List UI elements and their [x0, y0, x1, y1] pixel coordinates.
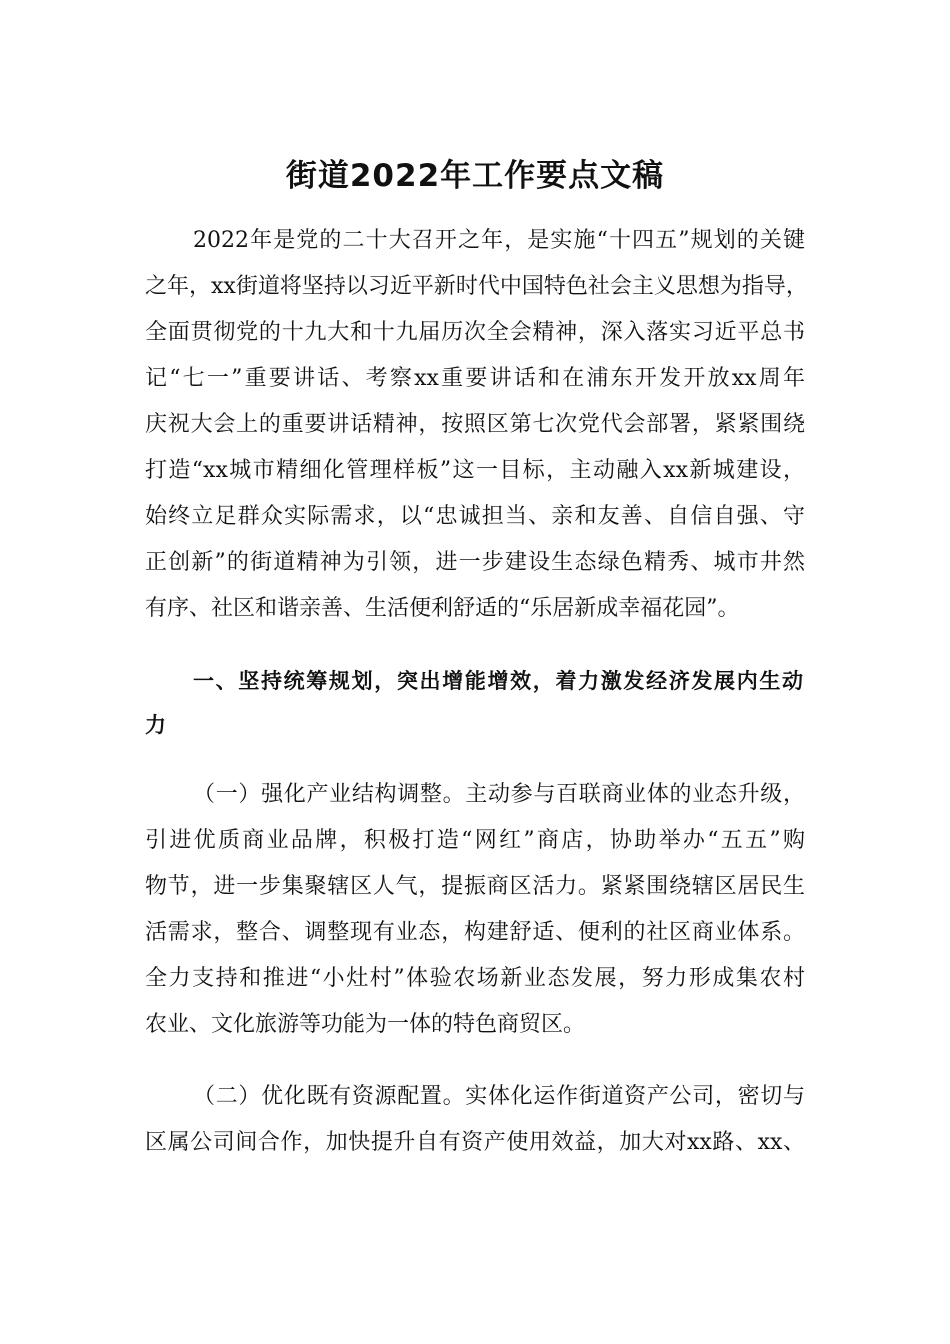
item1-line-2: 引进优质商业品牌，积极打造“网红”商店，协助举办“五五”购: [145, 828, 805, 853]
intro-line-7: 始终立足群众实际需求，以“忠诚担当、亲和友善、自信自强、守: [145, 504, 805, 529]
section-heading-line-1: 一、坚持统筹规划，突出增能增效，着力激发经济发展内生动: [193, 669, 803, 693]
item1-line-6: 农业、文化旅游等功能为一体的特色商贸区。: [145, 1012, 586, 1037]
item1-line-4: 活需求，整合、调整现有业态，构建舒适、便利的社区商业体系。: [145, 920, 805, 945]
intro-line-2: 之年，xx街道将坚持以习近平新时代中国特色社会主义思想为指导，: [145, 274, 808, 299]
item1-line-3: 物节，进一步集聚辖区人气，提振商区活力。紧紧围绕辖区居民生: [145, 874, 805, 899]
section-heading-line-2: 力: [145, 713, 166, 737]
intro-line-3: 全面贯彻党的十九大和十九届历次全会精神，深入落实习近平总书: [145, 320, 805, 345]
item2-line-1: （二）优化既有资源配置。实体化运作街道资产公司，密切与: [193, 1084, 805, 1109]
intro-line-6: 打造“xx城市精细化管理样板”这一目标，主动融入xx新城建设，: [145, 458, 805, 483]
document-title: 街道2022年工作要点文稿: [285, 158, 665, 194]
item1-line-5: 全力支持和推进“小灶村”体验农场新业态发展，努力形成集农村: [145, 966, 805, 991]
intro-line-4: 记“七一”重要讲话、考察xx重要讲话和在浦东开发开放xx周年: [145, 366, 805, 391]
intro-line-8: 正创新”的街道精神为引领，进一步建设生态绿色精秀、城市井然: [145, 550, 805, 575]
intro-line-1: 2022年是党的二十大召开之年，是实施“十四五”规划的关键: [193, 228, 805, 253]
intro-line-5: 庆祝大会上的重要讲话精神，按照区第七次党代会部署，紧紧围绕: [145, 412, 805, 437]
item2-line-2: 区属公司间合作，加快提升自有资产使用效益，加大对xx路、xx、: [145, 1130, 805, 1155]
intro-line-9: 有序、社区和谐亲善、生活便利舒适的“乐居新成幸福花园”。: [145, 596, 740, 621]
item1-line-1: （一）强化产业结构调整。主动参与百联商业体的业态升级，: [193, 782, 805, 807]
